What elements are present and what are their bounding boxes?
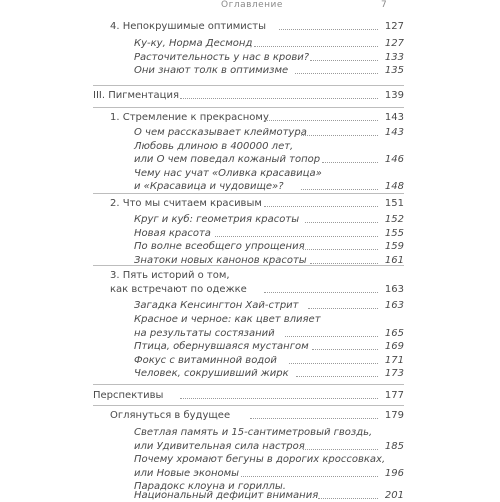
section-divider <box>93 85 404 86</box>
dot-leader <box>305 222 378 223</box>
dot-leader <box>279 29 378 30</box>
entry-page: 151 <box>384 198 404 209</box>
entry-title: Они знают толк в оптимизме <box>134 65 289 76</box>
entry-page: 171 <box>384 355 404 366</box>
toc-section[interactable] <box>0 140 500 153</box>
toc-section[interactable] <box>0 227 500 240</box>
entry-title: Парадокс клоуна и гориллы. <box>134 481 286 492</box>
toc-part[interactable] <box>0 89 500 102</box>
entry-page: 135 <box>384 65 404 76</box>
section-divider <box>93 265 404 266</box>
entry-page: 155 <box>384 228 404 239</box>
entry-page: 201 <box>384 490 404 501</box>
entry-title: или Удивительная сила настроя <box>134 441 305 452</box>
toc-part[interactable] <box>0 389 500 402</box>
dot-leader <box>303 449 378 450</box>
toc-chapter[interactable] <box>0 283 500 296</box>
dot-leader <box>250 418 378 419</box>
running-header <box>0 0 500 14</box>
entry-title: и «Красавица и чудовище»? <box>134 181 284 192</box>
dot-leader <box>180 98 378 99</box>
toc-section[interactable] <box>0 299 500 312</box>
entry-page: 165 <box>384 328 404 339</box>
toc-chapter[interactable] <box>0 20 500 33</box>
entry-title: Национальный дефицит внимания <box>134 490 319 501</box>
dot-leader <box>295 73 378 74</box>
toc-chapter[interactable] <box>0 269 500 282</box>
entry-page: 169 <box>384 341 404 352</box>
toc-section[interactable] <box>0 367 500 380</box>
section-divider <box>93 384 404 385</box>
entry-page: 152 <box>384 214 404 225</box>
entry-page: 146 <box>384 154 404 165</box>
entry-title: О чем рассказывает клеймотура <box>134 127 307 138</box>
entry-title: Любовь длиною в 400000 лет, <box>134 141 294 152</box>
dot-leader <box>264 206 378 207</box>
dot-leader <box>301 189 378 190</box>
entry-page: 127 <box>384 21 404 32</box>
toc-section[interactable] <box>0 153 500 166</box>
entry-title: По волне всеобщего упрощения <box>134 241 305 252</box>
toc-section[interactable] <box>0 453 500 466</box>
toc-chapter[interactable] <box>0 197 500 210</box>
section-divider <box>93 107 404 108</box>
dot-leader <box>254 46 378 47</box>
entry-title: Почему хромают бегуны в дорогих кроссовках, <box>134 454 386 465</box>
section-divider <box>93 193 404 194</box>
toc-section[interactable] <box>0 327 500 340</box>
entry-page: 185 <box>384 441 404 452</box>
toc-section[interactable] <box>0 313 500 326</box>
dot-leader <box>308 308 378 309</box>
toc-section[interactable] <box>0 167 500 180</box>
entry-page: 139 <box>384 90 404 101</box>
dot-leader <box>264 120 378 121</box>
entry-page: 143 <box>384 127 404 138</box>
toc-section[interactable] <box>0 64 500 77</box>
entry-page: 127 <box>384 38 404 49</box>
entry-page: 148 <box>384 181 404 192</box>
dot-leader <box>318 498 378 499</box>
section-divider <box>93 405 404 406</box>
entry-title: 3. Пять историй о том, <box>110 270 230 281</box>
entry-title: Знатоки новых канонов красоты <box>134 255 307 266</box>
dot-leader <box>301 135 378 136</box>
dot-leader <box>312 349 378 350</box>
toc-section[interactable] <box>0 340 500 353</box>
dot-leader <box>285 336 378 337</box>
entry-page: 143 <box>384 112 404 123</box>
entry-title: на результаты состязаний <box>134 328 275 339</box>
entry-title: III. Пигментация <box>93 90 179 101</box>
dot-leader <box>322 162 378 163</box>
entry-title: Загадка Кенсингтон Хай-стрит <box>134 300 299 311</box>
entry-title: как встречают по одежке <box>110 284 247 295</box>
entry-title: Птица, обернувшаяся мустангом <box>134 341 309 352</box>
entry-title: Круг и куб: геометрия красоты <box>134 214 300 225</box>
dot-leader <box>303 249 378 250</box>
entry-title: Перспективы <box>93 390 164 401</box>
entry-title: Новая красота <box>134 228 211 239</box>
toc-section[interactable] <box>0 51 500 64</box>
entry-title: Фокус с витаминной водой <box>134 355 277 366</box>
entry-title: Чему нас учат «Оливка красавица» <box>134 168 322 179</box>
entry-title: или О чем поведал кожаный топор <box>134 154 321 165</box>
dot-leader <box>289 363 378 364</box>
entry-title: Красное и черное: как цвет влияет <box>134 314 321 325</box>
toc-section[interactable] <box>0 440 500 453</box>
entry-title: 4. Непокрушимые оптимисты <box>110 21 267 32</box>
toc-section[interactable] <box>0 426 500 439</box>
header-title: Оглавление <box>221 0 283 10</box>
dot-leader <box>180 398 378 399</box>
entry-page: 161 <box>384 255 404 266</box>
entry-page: 133 <box>384 52 404 63</box>
dot-leader <box>310 263 378 264</box>
dot-leader <box>296 376 378 377</box>
toc-section[interactable] <box>0 180 500 193</box>
entry-title: Человек, сокрушивший жирк <box>134 368 289 379</box>
entry-page: 163 <box>384 284 404 295</box>
toc-chapter[interactable] <box>0 409 500 422</box>
entry-page: 179 <box>384 410 404 421</box>
dot-leader <box>310 60 378 61</box>
entry-page: 177 <box>384 390 404 401</box>
toc-section[interactable] <box>0 37 500 50</box>
dot-leader <box>241 476 378 477</box>
toc-section[interactable] <box>0 489 500 502</box>
entry-title: Ку-ку, Норма Десмонд <box>134 38 253 49</box>
toc-section[interactable] <box>0 213 500 226</box>
entry-title: или Новые экономы <box>134 468 240 479</box>
toc-chapter[interactable] <box>0 111 500 124</box>
header-page-number: 7 <box>381 0 387 10</box>
entry-title: Светлая память и 15-сантиметровый гвоздь, <box>134 427 373 438</box>
entry-page: 163 <box>384 300 404 311</box>
entry-title: 1. Стремление к прекрасному <box>110 112 269 123</box>
toc-section[interactable] <box>0 126 500 139</box>
toc-section[interactable] <box>0 240 500 253</box>
toc-section[interactable] <box>0 354 500 367</box>
toc-section[interactable] <box>0 467 500 480</box>
entry-page: 159 <box>384 241 404 252</box>
dot-leader <box>215 236 378 237</box>
dot-leader <box>264 292 378 293</box>
entry-page: 173 <box>384 368 404 379</box>
entry-title: 2. Что мы считаем красивым <box>110 198 262 209</box>
entry-page: 196 <box>384 468 404 479</box>
entry-title: Оглянуться в будущее <box>110 410 231 421</box>
entry-title: Расточительность у нас в крови? <box>134 52 310 63</box>
